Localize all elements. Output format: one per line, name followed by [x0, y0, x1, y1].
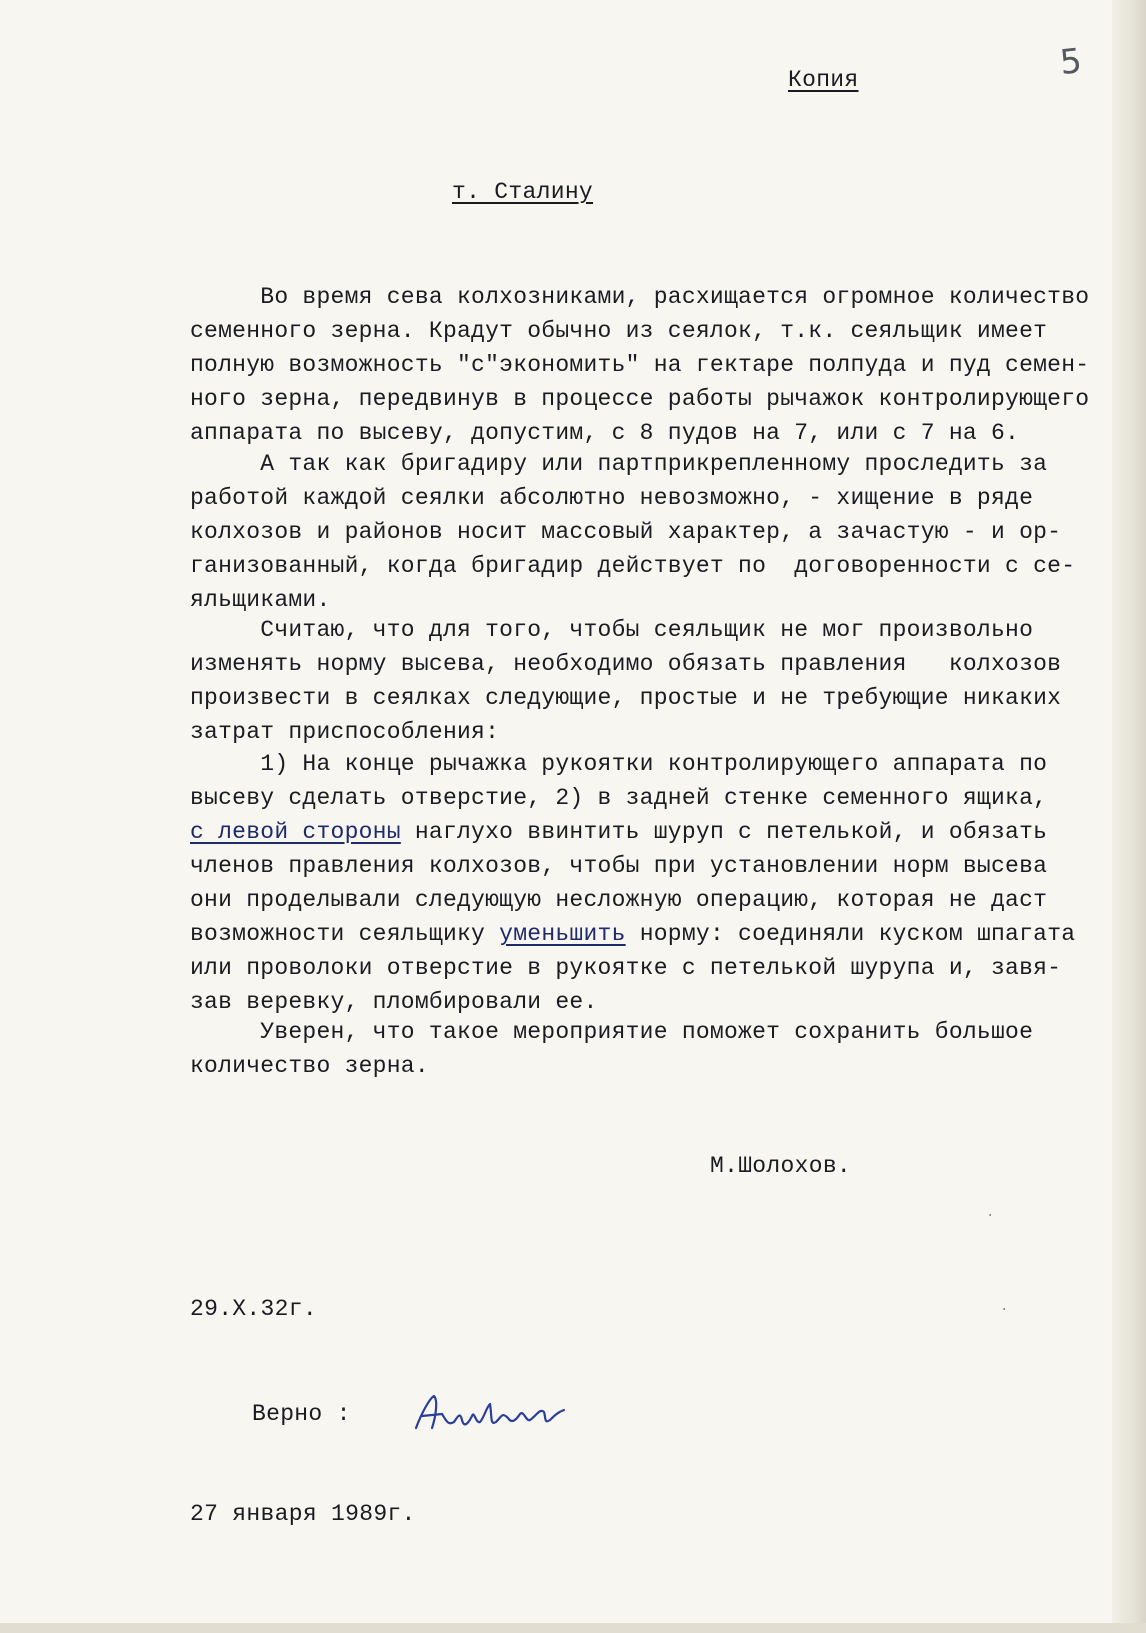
certification-label: Верно : — [252, 1401, 351, 1427]
text-line: высеву сделать отверстие, 2) в задней стенке семенного ящика, — [190, 785, 1048, 811]
text-line: Во время сева колхозниками, расхищается огромное количество — [190, 284, 1090, 310]
handwritten-signature — [412, 1390, 572, 1438]
text-line — [190, 917, 1076, 951]
addressee: т. Сталину — [452, 179, 594, 205]
text-line — [190, 815, 1070, 849]
text-span: норму: соединяли куском шпагата — [625, 921, 1076, 947]
text-span: возможности сеяльщику — [190, 921, 500, 947]
text-line: они проделывали следующую несложную операцию, которая не даст — [190, 887, 1048, 913]
paragraph-3 — [190, 613, 1070, 749]
text-line: Считаю, что для того, чтобы сеяльщик не мог произвольно — [190, 617, 1034, 643]
margin-mark: · — [1000, 1302, 1009, 1318]
paragraph-2 — [190, 447, 1076, 617]
text-span: наглухо ввинтить шуруп с петелькой, и обязать — [400, 819, 1048, 845]
text-line: или проволоки отверстие в рукоятке с петелькой шурупа и, завя- — [190, 955, 1062, 981]
margin-mark: · — [986, 1208, 995, 1224]
certification-date: 27 января 1989г. — [190, 1501, 416, 1527]
text-line: членов правления колхозов, чтобы при установлении норм высева — [190, 853, 1048, 879]
page-bottom-edge — [0, 1623, 1146, 1633]
copy-label: Копия — [788, 67, 859, 93]
underlined-phrase: с левой стороны — [190, 819, 401, 845]
underlined-word: уменьшить — [499, 921, 626, 947]
paragraph-4 — [190, 747, 1076, 1019]
text-line: произвести в сеялках следующие, простые и не требующие никаких — [190, 685, 1062, 711]
text-line: ного зерна, передвинув в процессе работы рычажок контролирующего — [190, 386, 1090, 412]
document-date: 29.Х.32г. — [190, 1296, 317, 1322]
text-line: аппарата по высеву, допустим, с 8 пудов на 7, или с 7 на 6. — [190, 420, 1020, 446]
text-line: 1) На конце рычажка рукоятки контролирующего аппарата по — [190, 751, 1048, 777]
text-line: полную возможность "с"экономить" на гектаре полпуда и пуд семен- — [190, 352, 1090, 378]
paragraph-5 — [190, 1015, 1070, 1083]
text-line: изменять норму высева, необходимо обязать правления колхозов — [190, 651, 1062, 677]
text-line: зав веревку, пломбировали ее. — [190, 989, 598, 1015]
handwritten-page-number: 5 — [1057, 40, 1084, 84]
text-line: работой каждой сеялки абсолютно невозможно, - хищение в ряде — [190, 485, 1034, 511]
text-line: затрат приспособления: — [190, 719, 500, 745]
author-signature: М.Шолохов. — [710, 1153, 852, 1179]
paragraph-1 — [190, 280, 1090, 450]
text-line: яльщиками. — [190, 587, 331, 613]
page-edge-shadow — [1112, 0, 1146, 1633]
text-line: количество зерна. — [190, 1053, 429, 1079]
text-line: А так как бригадиру или партприкрепленному проследить за — [190, 451, 1048, 477]
text-line: ганизованный, когда бригадир действует по договоренности с се- — [190, 553, 1076, 579]
text-line: Уверен, что такое мероприятие поможет сохранить большое — [190, 1019, 1034, 1045]
text-line: семенного зерна. Крадут обычно из сеялок, т.к. сеяльщик имеет — [190, 318, 1048, 344]
text-line: колхозов и районов носит массовый характер, а зачастую - и ор- — [190, 519, 1062, 545]
